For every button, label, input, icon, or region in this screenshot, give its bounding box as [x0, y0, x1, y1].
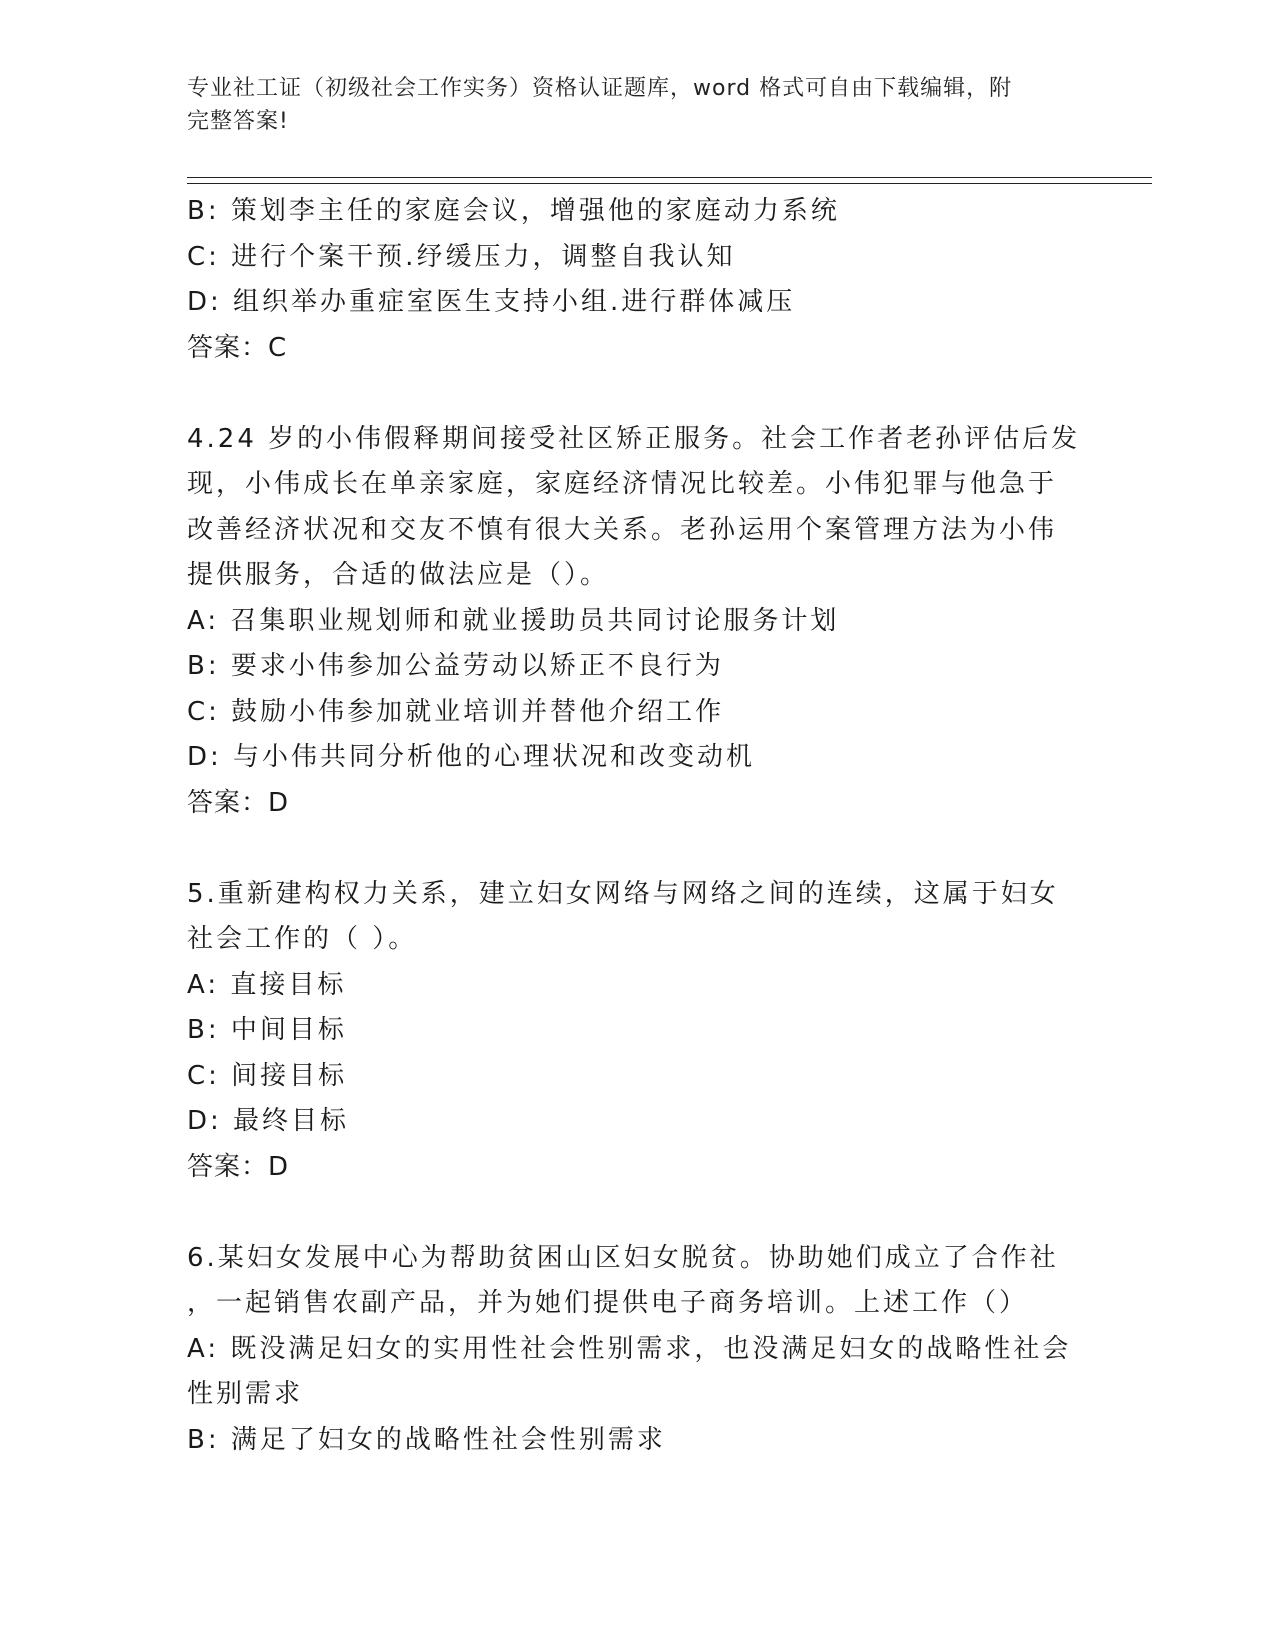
question-3-tail [187, 189, 1087, 371]
header-line-1: 专业社工证（初级社会工作实务）资格认证题库，word 格式可自由下载编辑，附 [187, 76, 1013, 101]
header-rule-bottom [187, 183, 1152, 184]
question-stem-line: 提供服务，合适的做法应是（）。 [187, 560, 610, 590]
question-6 [187, 1236, 1087, 1464]
header-rule-top [187, 177, 1152, 178]
option-d: D: 最终目标 [187, 1106, 350, 1136]
option-c: C: 间接目标 [187, 1060, 348, 1091]
answer-line: 答案：C [187, 332, 288, 363]
option-a: A: 直接目标 [187, 969, 347, 1000]
question-stem-line: ，一起销售农副产品，并为她们提供电子商务培训。上述工作（） [187, 1288, 1029, 1318]
question-stem-line: 社会工作的（ ）。 [187, 924, 418, 954]
page-header [187, 72, 1067, 138]
answer-line: 答案：D [187, 787, 290, 818]
answer-line: 答案：D [187, 1151, 290, 1182]
option-b: B: 要求小伟参加公益劳动以矫正不良行为 [187, 651, 724, 681]
option-d: D: 组织举办重症室医生支持小组.进行群体减压 [187, 287, 796, 317]
question-stem-line: 4.24 岁的小伟假释期间接受社区矫正服务。社会工作者老孙评估后发 [187, 423, 1081, 454]
question-stem-line: 5.重新建构权力关系，建立妇女网络与网络之间的连续，这属于妇女 [187, 878, 1059, 909]
question-stem-line: 改善经济状况和交友不慎有很大关系。老孙运用个案管理方法为小伟 [187, 514, 1058, 545]
question-content [187, 189, 1087, 1463]
question-5 [187, 872, 1087, 1191]
option-b: B: 策划李主任的家庭会议，增强他的家庭动力系统 [187, 196, 840, 226]
option-d: D: 与小伟共同分析他的心理状况和改变动机 [187, 742, 756, 772]
question-stem-line: 6.某妇女发展中心为帮助贫困山区妇女脱贫。协助她们成立了合作社 [187, 1242, 1059, 1273]
header-line-2: 完整答案! [187, 109, 289, 134]
option-c: C: 鼓励小伟参加就业培训并替他介绍工作 [187, 696, 725, 727]
option-a-continuation: 性别需求 [187, 1379, 304, 1409]
option-c: C: 进行个案干预.纾缓压力，调整自我认知 [187, 241, 736, 272]
question-4 [187, 417, 1087, 827]
option-a: A: 既没满足妇女的实用性社会性别需求，也没满足妇女的战略性社会 [187, 1333, 1072, 1364]
option-b: B: 满足了妇女的战略性社会性别需求 [187, 1424, 666, 1455]
question-stem-line: 现，小伟成长在单亲家庭，家庭经济情况比较差。小伟犯罪与他急于 [187, 469, 1058, 499]
option-a: A: 召集职业规划师和就业援助员共同讨论服务计划 [187, 605, 840, 636]
option-b: B: 中间目标 [187, 1015, 347, 1045]
